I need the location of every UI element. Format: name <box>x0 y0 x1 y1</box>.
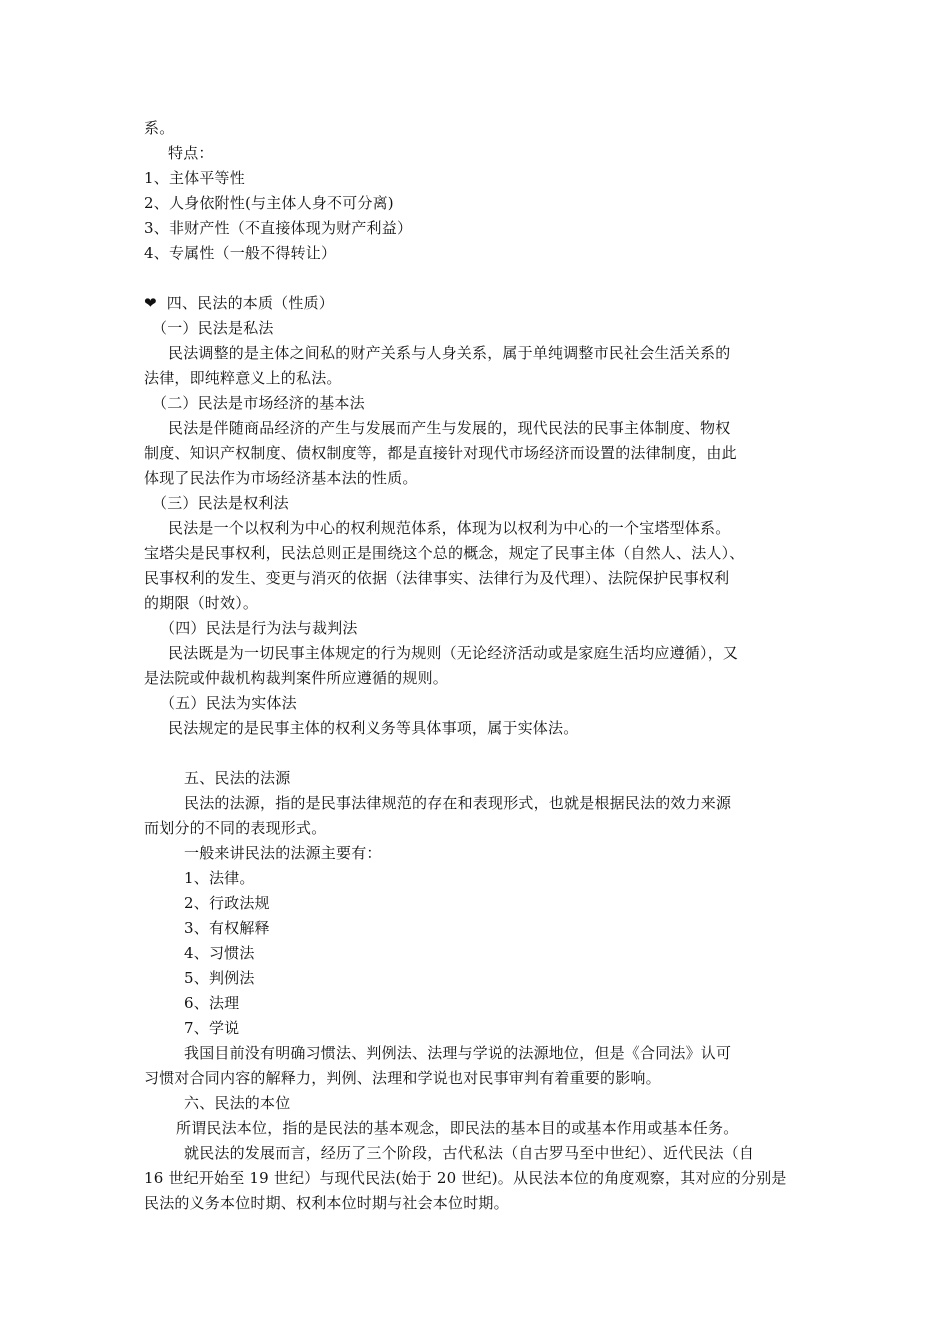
subheading: （二）民法是市场经济的基本法 <box>152 394 365 412</box>
text-line: 法律，即纯粹意义上的私法。 <box>144 369 342 387</box>
list-item: 6、法理 <box>184 994 240 1012</box>
text-line: 我国目前没有明确习惯法、判例法、法理与学说的法源地位，但是《合同法》认可 <box>184 1044 732 1062</box>
section-heading: 五、民法的法源 <box>184 769 291 787</box>
list-item: 5、判例法 <box>184 969 255 987</box>
subheading: （三）民法是权利法 <box>152 494 289 512</box>
list-item: 3、有权解释 <box>184 919 270 937</box>
text-line: 民法的法源，指的是民事法律规范的存在和表现形式，也就是根据民法的效力来源 <box>184 794 732 812</box>
text-line: 16 世纪开始至 19 世纪）与现代民法(始于 20 世纪)。从民法本位的角度观察，其对应的分别是 <box>144 1169 787 1187</box>
list-item: 1、主体平等性 <box>144 169 245 187</box>
list-item: 2、人身依附性(与主体人身不可分离) <box>144 194 394 212</box>
text-line: 体现了民法作为市场经济基本法的性质。 <box>144 469 418 487</box>
text-line: 就民法的发展而言，经历了三个阶段，古代私法（自古罗马至中世纪）、近代民法（自 <box>184 1144 755 1162</box>
section-heading: 六、民法的本位 <box>184 1094 291 1112</box>
text-line: 民事权利的发生、变更与消灭的依据（法律事实、法律行为及代理）、法院保护民事权利 <box>144 569 730 587</box>
text-line: 系。 <box>144 119 175 137</box>
text-line: 民法是伴随商品经济的产生与发展而产生与发展的，现代民法的民事主体制度、物权 <box>168 419 731 437</box>
text-line: 民法是一个以权利为中心的权利规范体系，体现为以权利为中心的一个宝塔型体系。 <box>168 519 731 537</box>
list-item: 4、专属性（一般不得转让） <box>144 244 337 262</box>
text-line: 民法既是为一切民事主体规定的行为规则（无论经济活动或是家庭生活均应遵循），又 <box>168 644 739 662</box>
text-line: 民法规定的是民事主体的权利义务等具体事项，属于实体法。 <box>168 719 579 737</box>
list-item: 3、非财产性（不直接体现为财产利益） <box>144 219 413 237</box>
text-line: 民法的义务本位时期、权利本位时期与社会本位时期。 <box>144 1194 509 1212</box>
list-item: 4、习惯法 <box>184 944 255 962</box>
section-heading <box>144 293 334 313</box>
text-line: 一般来讲民法的法源主要有： <box>184 844 382 862</box>
subheading: （一）民法是私法 <box>152 319 274 337</box>
heading-text: 四、民法的本质（性质） <box>166 294 334 312</box>
text-line: 特点： <box>168 144 214 162</box>
list-item: 1、法律。 <box>184 869 255 887</box>
subheading: （四）民法是行为法与裁判法 <box>160 619 358 637</box>
text-line: 习惯对合同内容的解释力，判例、法理和学说也对民事审判有着重要的影响。 <box>144 1069 661 1087</box>
list-item: 7、学说 <box>184 1019 240 1037</box>
text-line: 制度、知识产权制度、债权制度等，都是直接针对现代市场经济而设置的法律制度，由此 <box>144 444 737 462</box>
heart-icon: ❤ <box>144 294 157 312</box>
text-line: 而划分的不同的表现形式。 <box>144 819 327 837</box>
text-line: 宝塔尖是民事权利，民法总则正是围绕这个总的概念，规定了民事主体（自然人、法人）、 <box>144 544 745 562</box>
list-item: 2、行政法规 <box>184 894 270 912</box>
text-line: 的期限（时效）。 <box>144 594 259 612</box>
text-line: 是法院或仲裁机构裁判案件所应遵循的规则。 <box>144 669 449 687</box>
text-line: 民法调整的是主体之间私的财产关系与人身关系，属于单纯调整市民社会生活关系的 <box>168 344 731 362</box>
subheading: （五）民法为实体法 <box>160 694 297 712</box>
text-line: 所谓民法本位，指的是民法的基本观念，即民法的基本目的或基本作用或基本任务。 <box>176 1119 739 1137</box>
